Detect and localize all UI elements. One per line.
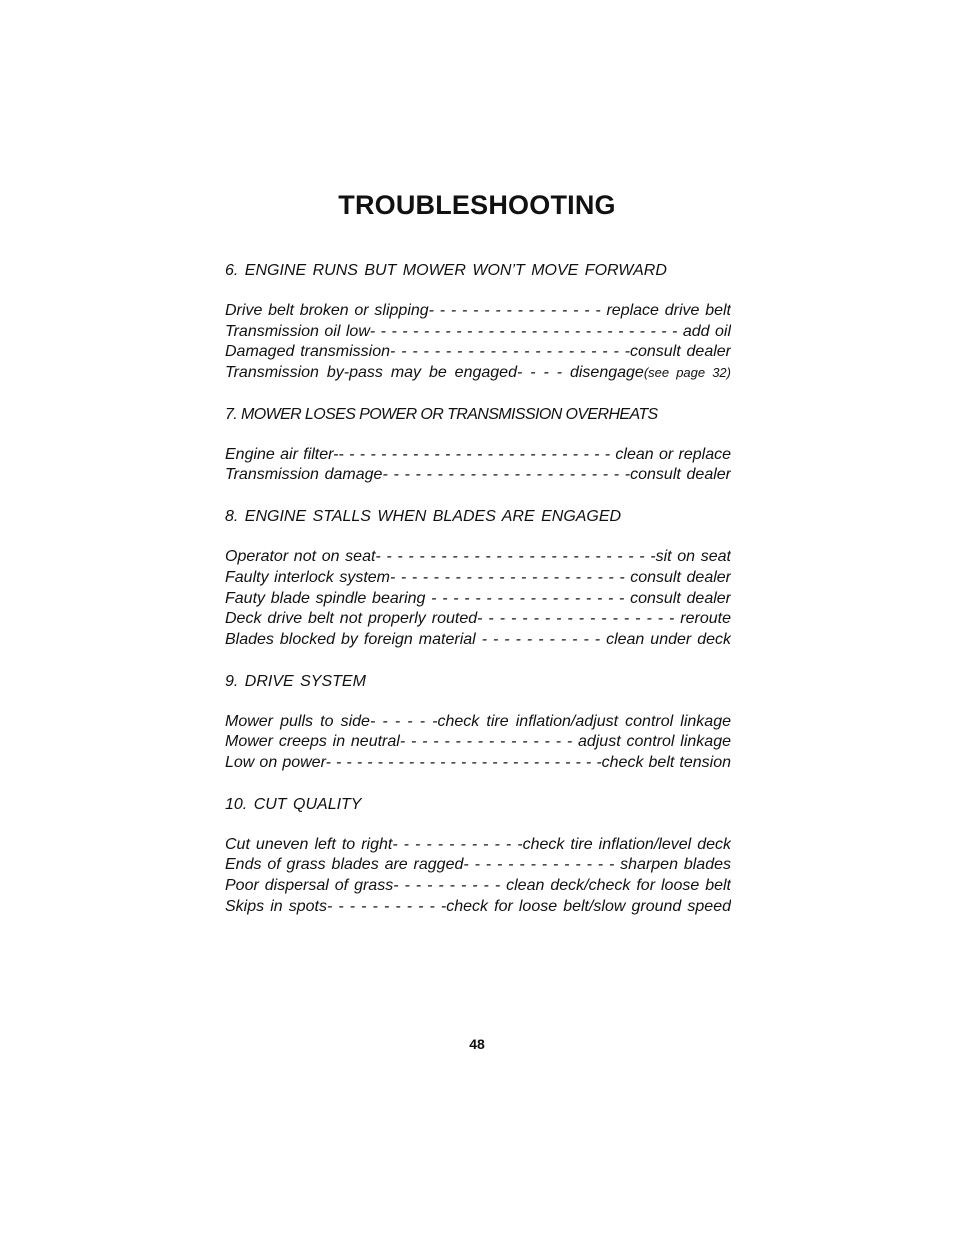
page-title: TROUBLESHOOTING — [338, 190, 616, 220]
list-item: Transmission by-pass may be engaged- - - - disengage(see page 32) — [225, 364, 731, 382]
list-item: Skips in spots- - - - - - - - - - -check for loose belt/slow ground speed — [225, 897, 731, 915]
item-list — [225, 547, 731, 650]
list-item: Low on power- - - - - - - - - - - - - - - - - - - - - - - - - - -check belt tension — [225, 753, 731, 771]
section-heading: 9. DRIVE SYSTEM — [225, 672, 366, 690]
list-item: Transmission damage- - - - - - - - - - - - - - - - - - - - - - -consult dealer — [225, 466, 731, 484]
section-heading: 7. MOWER LOSES POWER OR TRANSMISSION OVERHEATS — [225, 405, 658, 423]
item-list — [225, 445, 731, 486]
section-drive-system — [225, 671, 731, 774]
section-heading: 10. CUT QUALITY — [225, 795, 362, 813]
list-item: Blades blocked by foreign material - - - - - - - - - - - clean under deck — [225, 630, 731, 648]
list-item: Fauty blade spindle bearing - - - - - - - - - - - - - - - - - - consult dealer — [225, 589, 731, 607]
item-list — [225, 835, 731, 918]
list-item: Engine air filter-- - - - - - - - - - - - - - - - - - - - - - - - - - clean or replace — [225, 445, 731, 463]
section-heading: 8. ENGINE STALLS WHEN BLADES ARE ENGAGED — [225, 508, 622, 526]
item-list — [225, 712, 731, 774]
list-item: Mower pulls to side- - - - - -check tire inflation/adjust control linkage — [225, 712, 731, 730]
list-item: Ends of grass blades are ragged- - - - - - - - - - - - - - sharpen blades — [225, 856, 731, 874]
list-item: Cut uneven left to right- - - - - - - - - - - -check tire inflation/level deck — [225, 835, 731, 853]
section-heading: 6. ENGINE RUNS BUT MOWER WON’T MOVE FORWARD — [225, 262, 667, 279]
list-item: Mower creeps in neutral- - - - - - - - - - - - - - - - adjust control linkage — [225, 733, 731, 751]
list-item: Poor dispersal of grass- - - - - - - - - - clean deck/check for loose belt — [225, 877, 731, 894]
list-item: Deck drive belt not properly routed- - - - - - - - - - - - - - - - - - reroute — [225, 610, 731, 628]
troubleshooting-content — [225, 260, 731, 937]
page-reference-note: (see page 32) — [643, 365, 731, 381]
section-engine-stalls-blades — [225, 506, 731, 650]
list-item: Drive belt broken or slipping- - - - - - - - - - - - - - - - replace drive belt — [225, 302, 731, 319]
page-number: 48 — [469, 1036, 485, 1052]
list-item: Transmission oil low- - - - - - - - - - - - - - - - - - - - - - - - - - - - - add oil — [225, 322, 731, 340]
list-item: Faulty interlock system- - - - - - - - - - - - - - - - - - - - - - consult dealer — [225, 568, 731, 586]
section-loses-power-overheats — [225, 404, 731, 486]
item-list — [225, 301, 731, 384]
list-item: Operator not on seat- - - - - - - - - - - - - - - - - - - - - - - - - -sit on seat — [225, 548, 731, 566]
section-cut-quality — [225, 794, 731, 918]
list-item: Damaged transmission- - - - - - - - - - - - - - - - - - - - - -consult dealer — [225, 343, 731, 361]
section-engine-runs-no-forward — [225, 260, 731, 384]
